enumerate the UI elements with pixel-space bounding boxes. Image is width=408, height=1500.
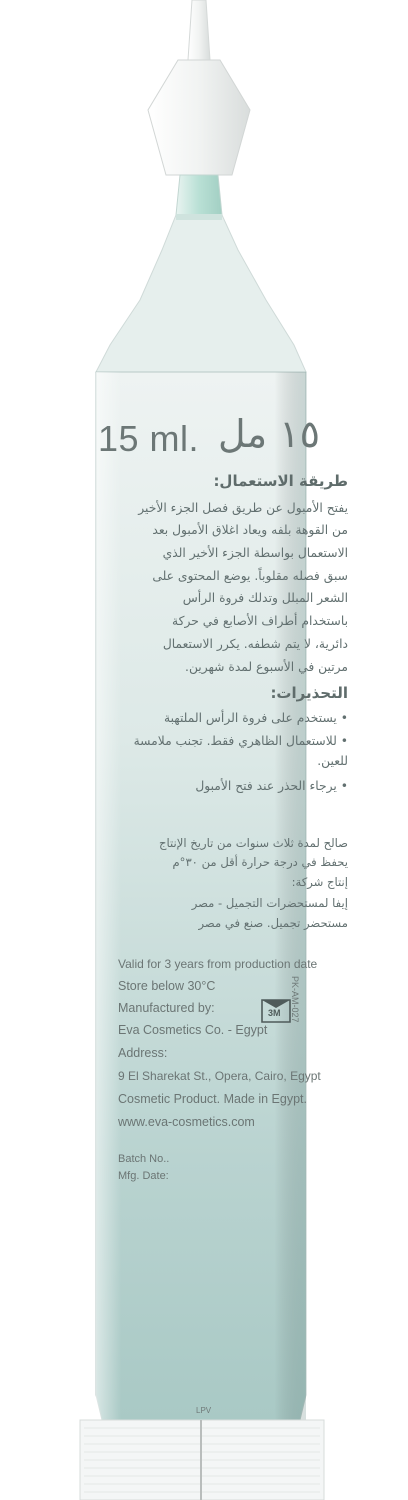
storage-ar-line: يحفظ في درجة حرارة أقل من ٣٠°م	[172, 855, 348, 869]
3m-badge: 3M	[268, 1008, 281, 1018]
batch-label: Batch No..	[118, 1153, 170, 1165]
manufactured-by-label: Manufactured by:	[118, 1001, 215, 1015]
cap	[148, 60, 250, 175]
usage-line: الشعر المبلل وتدلك فروة الرأس	[182, 591, 348, 605]
usage-line: دائرية، لا يتم شطفه. يكرر الاستعمال	[162, 637, 348, 651]
usage-line: باستخدام أطراف الأصابع في حركة	[172, 614, 348, 628]
warnings-heading: التحذيرات:	[270, 684, 348, 702]
storage-ar-line: إيفا لمستحضرات التجميل - مصر	[191, 896, 348, 910]
storage-ar-line: مستحضر تجميل. صنع في مصر	[198, 916, 348, 930]
warning-line: للعين.	[317, 754, 348, 768]
address-label: Address:	[118, 1046, 168, 1060]
storage-ar-line: صالح لمدة ثلاث سنوات من تاريخ الإنتاج	[159, 836, 348, 850]
usage-line: يفتح الأمبول عن طريق فصل الجزء الأخير	[138, 501, 348, 515]
usage-line: من القوهة بلفه ويعاد اغلاق الأمبول بعد	[152, 523, 348, 537]
usage-line: سبق فصله مقلوباً. يوضع المحتوى على	[152, 569, 348, 583]
storage-ar-line: إنتاج شركة:	[291, 875, 348, 889]
website: www.eva-cosmetics.com	[118, 1115, 255, 1129]
warning-line: • للاستعمال الظاهري فقط. تجنب ملامسة	[133, 734, 348, 748]
side-code: PK-AM-027	[290, 976, 300, 1023]
usage-heading: طريقة الاستعمال:	[213, 472, 348, 490]
storage-text: Store below 30°C	[118, 979, 216, 993]
volume-en: 15 ml.	[98, 418, 200, 459]
product-note: Cosmetic Product. Made in Egypt.	[118, 1092, 307, 1106]
warning-line: • يرجاء الحذر عند فتح الأمبول	[195, 779, 348, 793]
mfg-date-label: Mfg. Date:	[118, 1170, 169, 1182]
shoulder	[96, 215, 306, 372]
nozzle-tip	[188, 0, 210, 60]
warning-line: • يستخدم على فروة الرأس الملتهبة	[163, 711, 348, 725]
validity-text: Valid for 3 years from production date	[118, 957, 318, 971]
company-name: Eva Cosmetics Co. - Egypt	[118, 1023, 268, 1037]
neck	[176, 175, 222, 215]
usage-line: مرتين في الأسبوع لمدة شهرين.	[185, 660, 348, 674]
volume-ar: ١٥ مل	[218, 412, 321, 456]
address-text: 9 El Sharekat St., Opera, Cairo, Egypt	[118, 1069, 321, 1083]
bottom-mark: LPV	[196, 1406, 212, 1415]
usage-line: الاستعمال بواسطة الجزء الأخير الذي	[162, 546, 348, 560]
